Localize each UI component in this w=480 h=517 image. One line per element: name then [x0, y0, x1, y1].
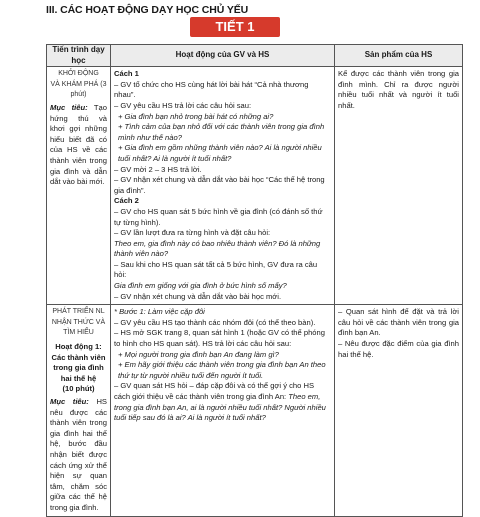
row1-stage-line2: VÀ KHÁM PHÁ (3 phút) — [50, 80, 107, 99]
row2-activity-title: Hoạt động 1: Các thành viên trong gia đình hai thế hệ — [51, 342, 106, 383]
row2-activity-duration: (10 phút) — [62, 384, 95, 394]
row1-m2-l5: Gia đình em giống với gia đình ở bức hình số mấy? — [114, 281, 287, 291]
header-activities: Hoạt động của GV và HS — [111, 45, 335, 67]
lesson-badge: TIẾT 1 — [190, 17, 280, 37]
row2-products-cell — [335, 305, 463, 516]
row1-m2-l1: – GV cho HS quan sát 5 bức hình về gia đình (có đánh số thứ tự từng hình). — [114, 206, 323, 227]
row1-m1-l5: + Gia đình em gồm những thành viên nào? Ai là người nhiều tuổi nhất? Ai là người ít tuổi nhất? — [118, 143, 322, 163]
row1-m2-l6: – GV nhận xét chung và dẫn dắt vào bài học mới. — [114, 291, 282, 301]
row2-stage-line1: PHÁT TRIỂN NL — [52, 308, 105, 316]
row1-stage-line1: KHỞI ĐỘNG — [58, 70, 99, 78]
row2-l3: + Mọi người trong gia đình bạn An đang làm gì? — [118, 349, 279, 359]
row2-product1: – Quan sát hình để đặt và trả lời câu hỏi về các thành viên trong gia đình bạn An. — [338, 307, 459, 338]
table-row — [47, 305, 463, 516]
row1-m2-l2: – GV lần lượt đưa ra từng hình và đặt câu hỏi: — [114, 228, 271, 238]
row1-activities-cell — [111, 67, 335, 305]
row2-stage-cell — [47, 305, 111, 516]
row1-m2-l3: Theo em, gia đình này có bao nhiêu thành viên? Đó là những thành viên nào? — [114, 238, 321, 259]
row1-method2-title: Cách 2 — [114, 196, 139, 206]
row2-l1: – GV yêu cầu HS tạo thành các nhóm đôi (có thể theo bàn). — [114, 317, 316, 327]
row1-m1-l3: + Gia đình bạn nhỏ trong bài hát có những ai? — [118, 111, 274, 121]
row1-goal-label: Mục tiêu: — [50, 102, 88, 112]
row2-l5-plain: – GV quan sát HS hỏi – đáp cặp đôi và có thể gợi ý cho HS cách giới thiệu về các thành viên trong gia đình An: — [114, 381, 315, 401]
row2-step1: * Bước 1: Làm việc cặp đôi — [114, 307, 205, 317]
row1-m1-l6: – GV mời 2 – 3 HS trả lời. — [114, 164, 202, 174]
row1-m1-l7: – GV nhận xét chung và dẫn dắt vào bài học “Các thế hệ trong gia đình”. — [114, 175, 325, 195]
section-heading: III. CÁC HOẠT ĐỘNG DẠY HỌC CHỦ YẾU — [46, 4, 249, 16]
row2-activities-cell — [111, 305, 335, 516]
row2-product2: – Nêu được đặc điểm của gia đình hai thế hệ. — [338, 339, 459, 359]
row1-goal-text: Tạo hứng thú và khơi gợi những hiểu biết đã có của HS về các thành viên trong gia đình và dẫn dắt vào bài mới. — [50, 102, 108, 187]
row2-l2: – HS mở SGK trang 8, quan sát hình 1 (hoặc GV có thể phóng to hình cho HS quan sát). HS trả lời các câu hỏi sau: — [114, 328, 325, 349]
table-row — [47, 67, 463, 305]
row2-l5-italic: Theo em, trong gia đình bạn An, ai là người nhiều tuổi nhất? Người nhiều tuổi tiếp sau đó là ai? Ai là người ít tuổi nhất? — [114, 392, 326, 423]
row2-goal-text: HS nêu được các thành viên trong gia đình hai thế hệ, bước đầu nhận biết được cách ứng xử thể hiện sự quan tâm, chăm sóc giữa các thế hệ trong gia đình. — [50, 397, 107, 512]
row1-m1-l4: + Tình cảm của bạn nhỏ đối với các thành viên trong gia đình mình như thế nào? — [118, 122, 325, 142]
row1-product: Kể được các thành viên trong gia đình mình. Chỉ ra được người nhiều tuổi nhất và người ít tuổi nhất. — [338, 69, 459, 110]
lesson-plan-table — [46, 44, 463, 517]
row2-stage-line2: NHẬN THỨC VÀ TÌM HIỂU — [51, 318, 106, 337]
header-stage: Tiến trình dạy học — [47, 45, 111, 67]
row1-m1-l1: – GV tổ chức cho HS cùng hát lời bài hát “Cả nhà thương nhau”. — [114, 79, 309, 100]
row1-stage-cell — [47, 67, 111, 305]
row1-method1-title: Cách 1 — [114, 69, 139, 79]
header-products: Sản phẩm của HS — [335, 45, 463, 67]
row1-m1-l2: – GV yêu cầu HS trả lời các câu hỏi sau: — [114, 100, 252, 110]
row2-goal-label: Mục tiêu: — [50, 397, 89, 406]
row2-l4: + Em hãy giới thiệu các thành viên trong gia đình bạn An theo thứ tự từ người nhiều tuổi đến người ít tuổi. — [118, 360, 326, 380]
row1-m2-l4: – Sau khi cho HS quan sát tất cả 5 bức hình, GV đưa ra câu hỏi: — [114, 259, 318, 280]
table-header-row — [47, 45, 463, 67]
row1-products-cell — [335, 67, 463, 305]
